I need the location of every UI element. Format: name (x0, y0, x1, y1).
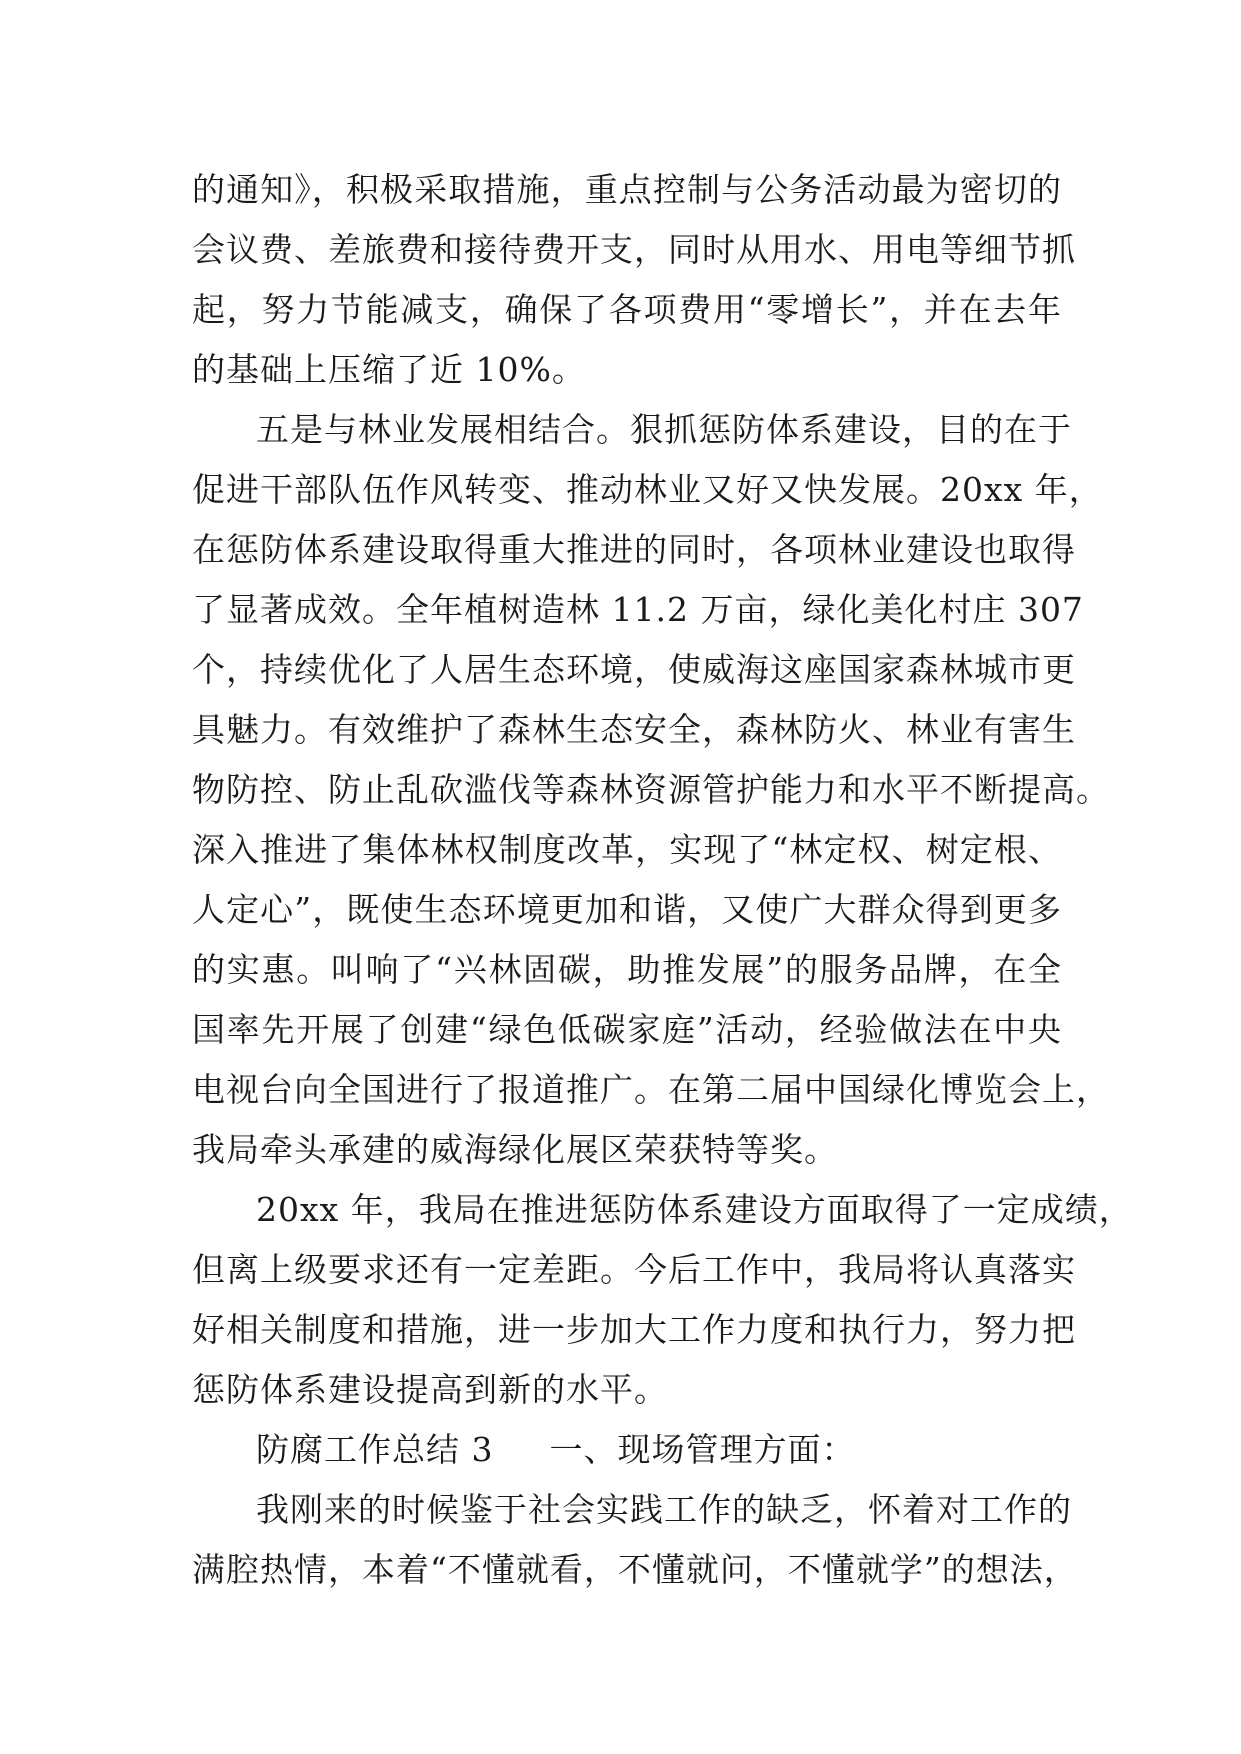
text-line: 满腔热情，本着“不懂就看，不懂就问，不懂就学”的想法， (192, 1550, 1078, 1589)
text-line: 好相关制度和措施，进一步加大工作力度和执行力，努力把 (192, 1310, 1076, 1349)
text-line: 我局牵头承建的威海绿化展区荣获特等奖。 (192, 1130, 838, 1169)
text-line: 五是与林业发展相结合。狠抓惩防体系建设，目的在于 (256, 410, 1072, 449)
text-line: 深入推进了集体林权制度改革，实现了“林定权、树定根、 (192, 830, 1062, 869)
text-line: 了显著成效。全年植树造林 11.2 万亩，绿化美化村庄 307 (192, 590, 1084, 629)
text-line: 起，努力节能减支，确保了各项费用“零增长”，并在去年 (192, 290, 1062, 329)
text-line: 的通知》，积极采取措施，重点控制与公务活动最为密切的 (192, 170, 1062, 209)
text-line: 个，持续优化了人居生态环境，使威海这座国家森林城市更 (192, 650, 1076, 689)
text-line: 会议费、差旅费和接待费开支，同时从用水、用电等细节抓 (192, 230, 1076, 269)
text-line: 国率先开展了创建“绿色低碳家庭”活动，经验做法在中央 (192, 1010, 1062, 1049)
document-body (192, 160, 1133, 1600)
paragraph-summary (192, 1180, 1133, 1420)
text-line: 我刚来的时候鉴于社会实践工作的缺乏，怀着对工作的 (256, 1490, 1072, 1529)
text-line: 促进干部队伍作风转变、推动林业又好又快发展。20xx 年， (192, 470, 1103, 509)
text-line: 具魅力。有效维护了森林生态安全，森林防火、林业有害生 (192, 710, 1076, 749)
text-line: 物防控、防止乱砍滥伐等森林资源管护能力和水平不断提高。 (192, 770, 1110, 809)
text-line: 在惩防体系建设取得重大推进的同时，各项林业建设也取得 (192, 530, 1076, 569)
paragraph-forestry-development (192, 400, 1110, 1180)
section-heading (192, 1420, 1062, 1480)
text-line: 的实惠。叫响了“兴林固碳，助推发展”的服务品牌，在全 (192, 950, 1062, 989)
paragraph-cost-control (192, 160, 1076, 400)
section-subtitle: 一、现场管理方面： (549, 1430, 856, 1469)
text-line: 20xx 年，我局在推进惩防体系建设方面取得了一定成绩， (256, 1190, 1133, 1229)
text-line: 人定心”，既使生态环境更加和谐，又使广大群众得到更多 (192, 890, 1062, 929)
text-line: 惩防体系建设提高到新的水平。 (192, 1370, 668, 1409)
section-title: 防腐工作总结 3 (256, 1430, 494, 1469)
text-line: 但离上级要求还有一定差距。今后工作中，我局将认真落实 (192, 1250, 1076, 1289)
text-line: 电视台向全国进行了报道推广。在第二届中国绿化博览会上， (192, 1070, 1110, 1109)
paragraph-site-management (192, 1480, 1078, 1600)
text-line: 的基础上压缩了近 10%。 (192, 350, 586, 389)
